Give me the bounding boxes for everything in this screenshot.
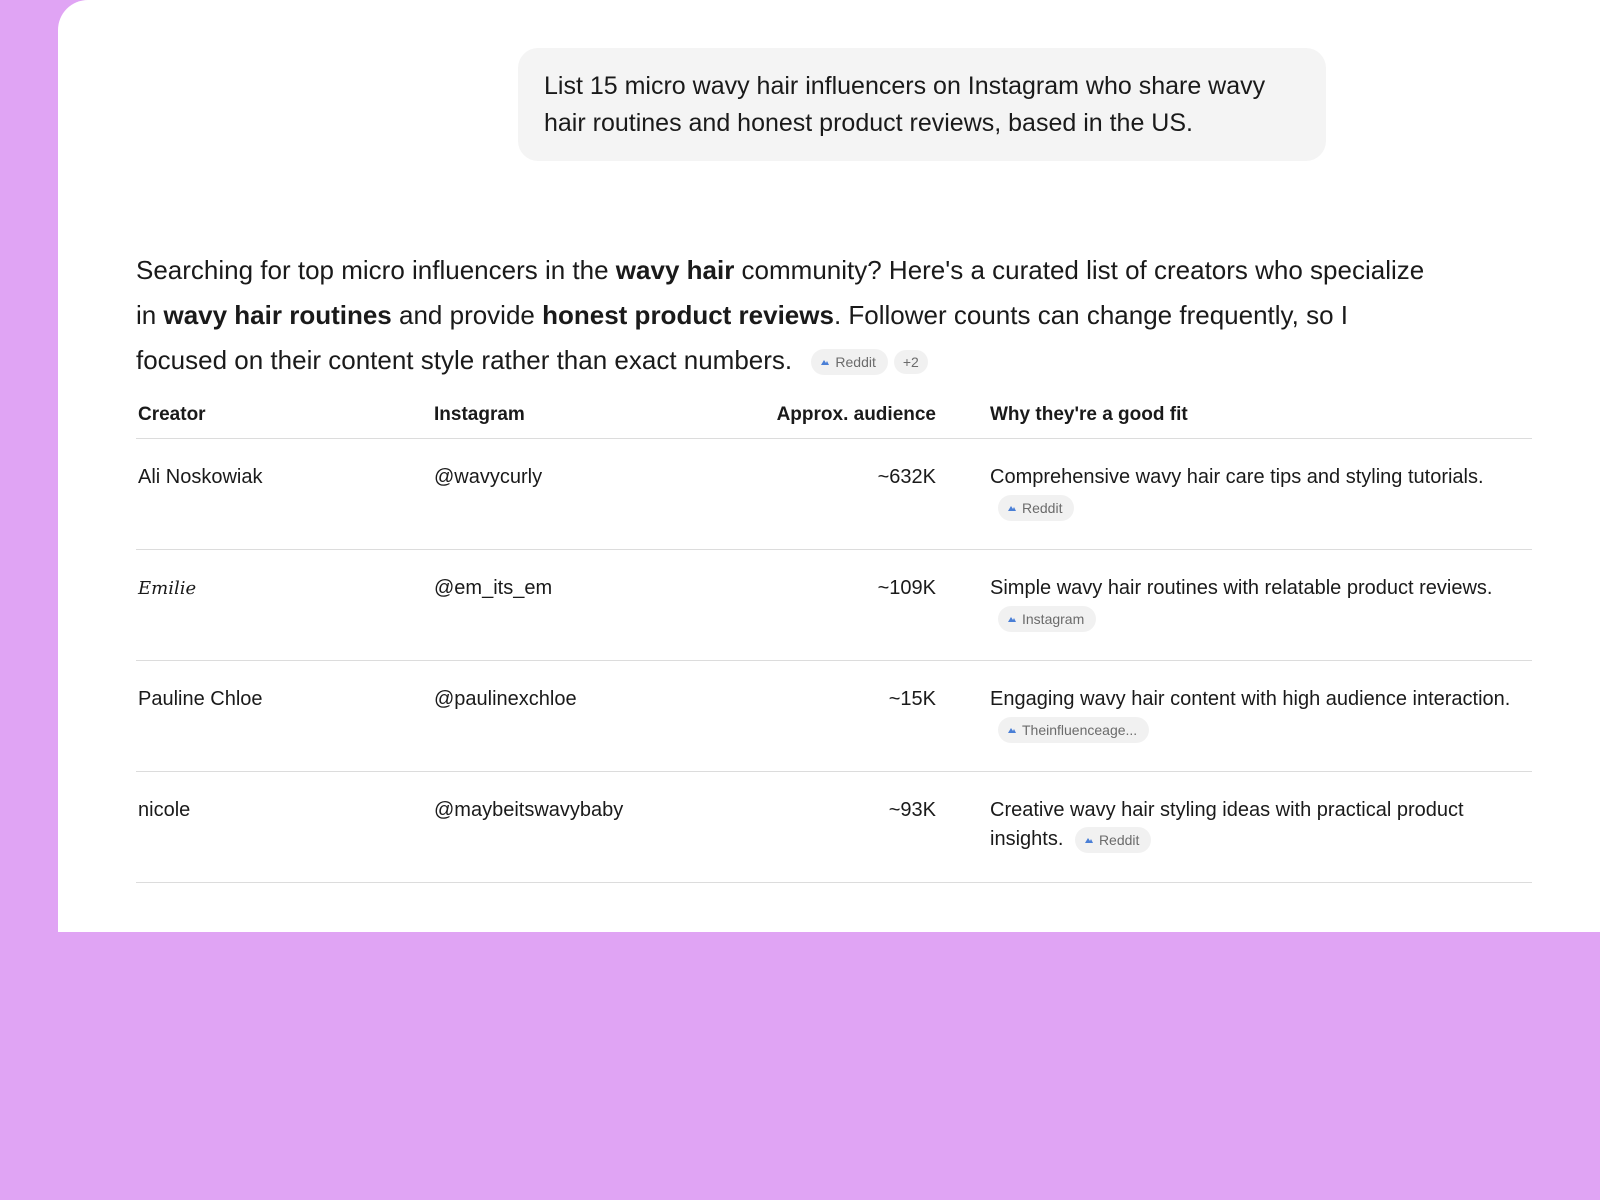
- more-sources-chip[interactable]: +2: [894, 350, 928, 374]
- audience-size: ~15K: [888, 688, 936, 710]
- table-row: [136, 772, 1532, 883]
- creator-name: nicole: [138, 799, 191, 821]
- instagram-handle: @maybeitswavybaby: [434, 799, 624, 821]
- fit-reason: [936, 463, 1532, 521]
- header-audience: Approx. audience: [776, 404, 936, 425]
- source-chip[interactable]: [998, 495, 1074, 521]
- fit-reason-text: Creative wavy hair styling ideas with practical product insights.: [990, 799, 1464, 850]
- source-chip-label: Reddit: [1022, 499, 1063, 516]
- source-chip-label: Reddit: [1098, 831, 1140, 848]
- header-why: Why they're a good fit: [990, 404, 1188, 425]
- header-creator: Creator: [138, 404, 206, 425]
- table-row: [136, 550, 1532, 661]
- table-row: [136, 439, 1532, 550]
- answer-bold: honest product reviews: [542, 300, 834, 330]
- fit-reason: [936, 574, 1532, 632]
- source-chip-label: Theinfluenceage...: [1022, 721, 1138, 738]
- answer-bold: wavy hair routines: [163, 300, 392, 330]
- audience-size: ~93K: [888, 799, 936, 821]
- fit-reason-text: Comprehensive wavy hair care tips and styling tutorials.: [990, 466, 1484, 488]
- source-chip[interactable]: [998, 717, 1149, 743]
- assistant-answer: [136, 248, 1436, 383]
- creator-name: Emilie: [138, 578, 197, 599]
- audience-size: ~632K: [877, 466, 936, 488]
- source-chip[interactable]: [1075, 827, 1151, 853]
- source-chip[interactable]: [998, 606, 1096, 632]
- instagram-handle: @em_its_em: [434, 577, 553, 599]
- source-icon: [1008, 505, 1016, 511]
- user-message-text: List 15 micro wavy hair influencers on Instagram who share wavy hair routines and honest product reviews, based in the US.: [544, 72, 1266, 137]
- chat-panel: [58, 0, 1600, 932]
- audience-size: ~109K: [877, 577, 936, 599]
- answer-text: and provide: [391, 300, 543, 330]
- source-icon: [1008, 727, 1016, 733]
- answer-text: community? Here's a curated list of creators who specialize in: [136, 255, 1425, 330]
- answer-text: . Follower counts can change frequently, so I focused on their content style rather than exact numbers.: [136, 300, 1348, 375]
- instagram-handle: @paulinexchloe: [434, 688, 577, 710]
- source-chip[interactable]: [811, 349, 887, 375]
- creator-name: Ali Noskowiak: [138, 466, 263, 488]
- answer-text: Searching for top micro influencers in the: [136, 255, 616, 285]
- fit-reason: [936, 685, 1532, 743]
- creator-name: Pauline Chloe: [138, 688, 263, 710]
- source-chip-label: Instagram: [1022, 610, 1085, 627]
- fit-reason-text: Engaging wavy hair content with high audience interaction.: [990, 688, 1511, 710]
- instagram-handle: @wavycurly: [434, 466, 543, 488]
- source-chip-label: Reddit: [835, 354, 876, 371]
- influencer-table: [136, 392, 1532, 883]
- source-icon: [1008, 616, 1016, 622]
- source-icon: [821, 359, 829, 365]
- table-header: [136, 392, 1532, 439]
- answer-bold: wavy hair: [615, 255, 735, 285]
- fit-reason: [936, 796, 1532, 854]
- source-icon: [1085, 837, 1093, 843]
- header-instagram: Instagram: [434, 404, 525, 425]
- table-row: [136, 661, 1532, 772]
- fit-reason-text: Simple wavy hair routines with relatable product reviews.: [990, 577, 1493, 599]
- user-message-bubble: [518, 48, 1326, 161]
